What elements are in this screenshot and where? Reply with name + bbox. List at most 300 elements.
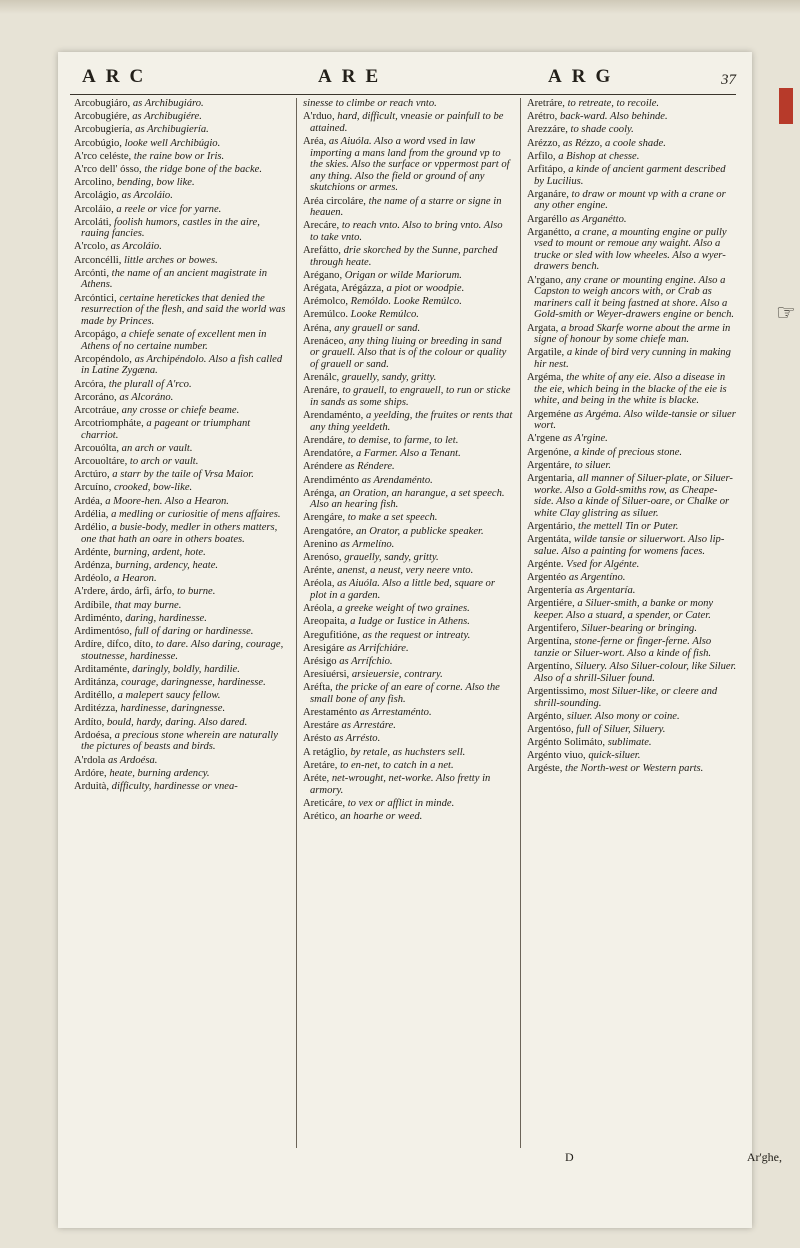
entry-headword: Aretráre, — [527, 98, 565, 109]
entry-definition: Siluery. Also Siluer-colour, like Siluer. Also of a shrill-Siluer found. — [534, 661, 737, 684]
entry-headword: Arcóntici, — [74, 292, 117, 304]
header-left: ARC — [82, 66, 154, 87]
entry-headword: Arcobugiére, — [74, 111, 130, 123]
dictionary-entry — [527, 750, 737, 762]
entry-definition: as Arrífchio. — [339, 655, 393, 667]
dictionary-entry — [74, 573, 288, 585]
entry-definition: as Argentaría. — [574, 585, 636, 597]
entry-definition: by retale, as huchsters sell. — [350, 746, 466, 758]
entry-definition: full of Siluer, Siluery. — [576, 723, 666, 735]
entry-definition: a Siluer-smith, a banke or mony keeper. Also a stuard, a spender, or Cater. — [534, 598, 714, 621]
entry-definition: as Archibugiería. — [135, 124, 209, 136]
dictionary-entry — [303, 372, 513, 384]
entry-definition: bould, hardy, daring. Also dared. — [106, 716, 248, 728]
entry-definition: a Iudge or Iustice in Athens. — [350, 616, 470, 628]
entry-definition: an hoarhe or weed. — [340, 811, 423, 822]
entry-definition: as the request or intreaty. — [362, 629, 471, 641]
dictionary-entry — [527, 636, 737, 659]
entry-definition: siluer. Also mony or coine. — [566, 710, 680, 722]
entry-headword: Arestáre — [303, 720, 339, 732]
entry-headword: Ardimentóso, — [74, 625, 132, 637]
entry-headword: Argentáre, — [527, 459, 572, 471]
entry-definition: as Arcoláio. — [121, 190, 173, 202]
dictionary-entry — [74, 151, 288, 163]
entry-headword: Arecáre, — [303, 220, 340, 232]
catchword: Ar'ghe, — [746, 1150, 782, 1164]
entry-headword: Aréte, — [303, 773, 330, 785]
entry-headword: Argénto Solimáto, — [527, 737, 606, 749]
entry-headword: Aresigáre — [303, 642, 345, 654]
entry-headword: Arenáceo, — [303, 335, 347, 347]
entry-headword: Arenáre, — [303, 385, 340, 397]
entry-definition: Remóldo. Looke Remúlco. — [350, 296, 462, 308]
header-right: ARG — [548, 66, 621, 87]
entry-headword: A'rdola — [74, 754, 106, 766]
entry-definition: to grauell, to engrauell, to run or sticke in sands as some ships. — [310, 385, 511, 408]
dictionary-entry — [74, 560, 288, 572]
column-2 — [296, 98, 513, 1148]
entry-headword: Arcouoltáre, — [74, 456, 128, 468]
entry-definition: heate, burning ardency. — [109, 767, 210, 779]
entry-definition: Looke Remúlco. — [350, 309, 419, 321]
entry-definition: as Rézzo, a coole shade. — [562, 137, 666, 149]
entry-headword: Aréfta, — [303, 682, 333, 694]
entry-definition: as Aiuóla. Also a word vsed in law importing a mans land from the ground vp to the skies. Also the surface or vppermost part of any thing. Also the field or ground of any skutchions or armes. — [310, 135, 510, 194]
entry-definition: the ridge bone of the backe. — [144, 163, 262, 175]
dictionary-entry — [527, 227, 737, 273]
entry-headword: Ardíbile, — [74, 599, 112, 611]
entry-headword: Ardíre, dífco, díto, — [74, 639, 154, 651]
entry-definition: a Moore-hen. Also a Hearon. — [105, 495, 229, 507]
dictionary-entry — [74, 730, 288, 753]
entry-definition: little arches or bowes. — [124, 254, 218, 266]
entry-headword: A'rduo, — [303, 111, 335, 123]
entry-headword: Ardéolo, — [74, 573, 112, 585]
dictionary-entry — [527, 214, 737, 226]
dictionary-entry — [303, 136, 513, 194]
entry-headword: Arenino — [303, 538, 338, 550]
entry-definition: the name of an ancient magistrate in Athens. — [81, 267, 268, 291]
entry-definition: as Archibugiére. — [132, 111, 202, 123]
entry-definition: burning, ardent, hote. — [113, 546, 206, 558]
entry-headword: Arcobugiáro, — [74, 98, 131, 109]
dictionary-entry — [74, 509, 288, 521]
dictionary-entry — [527, 473, 737, 519]
dictionary-entry — [527, 111, 737, 123]
dictionary-entry — [527, 151, 737, 163]
entry-definition: as Archibugiáro. — [132, 98, 204, 109]
entry-definition: as Arrestaménto. — [359, 707, 432, 719]
dictionary-entry — [303, 435, 513, 447]
dictionary-entry — [74, 703, 288, 715]
entry-headword: Arcoráno, — [74, 391, 117, 403]
entry-headword: Areopaita, — [303, 616, 348, 628]
dictionary-entry — [74, 639, 288, 662]
entry-definition: to vex or afflict in minde. — [347, 797, 455, 809]
entry-definition: an arch or vault. — [121, 442, 193, 454]
dictionary-entry — [303, 707, 513, 719]
entry-definition: a busie-body, medler in others matters, one that hath an oare in others boates. — [81, 522, 278, 545]
entry-headword: Ardóre, — [74, 767, 107, 779]
entry-definition: grauelly, sandy, gritty. — [341, 372, 437, 384]
dictionary-entry — [74, 138, 288, 150]
entry-headword: A'rgene — [527, 433, 560, 445]
entry-headword: A'rcolo, — [74, 241, 108, 253]
column-3 — [520, 98, 737, 1148]
entry-headword: A'rco celéste, — [74, 150, 132, 162]
dictionary-entry — [527, 763, 737, 775]
entry-definition: sinesse to climbe or reach vnto. — [303, 98, 437, 109]
dictionary-entry — [527, 372, 737, 407]
entry-headword: Ardoésa, — [74, 729, 112, 741]
entry-headword: Argeméne — [527, 408, 571, 420]
dictionary-entry — [74, 111, 288, 123]
entry-definition: to reach vnto. Also to bring vnto. Also to take vnto. — [310, 220, 503, 243]
entry-headword: Arendaménto, — [303, 410, 364, 422]
entry-headword: Argenóne, — [527, 446, 572, 458]
dictionary-entry — [527, 347, 737, 370]
dictionary-entry — [303, 643, 513, 655]
entry-headword: Ardénza, — [74, 560, 113, 571]
dictionary-entry — [303, 336, 513, 371]
entry-definition: a greeke weight of two graines. — [337, 603, 470, 615]
entry-headword: Aresíuérsi, — [303, 669, 350, 681]
entry-definition: back-ward. Also behinde. — [559, 111, 668, 123]
dictionary-entry — [303, 682, 513, 705]
dictionary-entry — [303, 512, 513, 524]
dictionary-entry — [527, 724, 737, 736]
entry-definition: full of daring or hardinesse. — [134, 625, 254, 637]
dictionary-entry — [303, 578, 513, 601]
entry-definition: to siluer. — [574, 459, 611, 471]
entry-headword: Arcouólta, — [74, 442, 120, 454]
entry-headword: Arcopéndolo, — [74, 353, 132, 365]
entry-definition: a crane, a mounting engine or pully vsed to mount or remoue any waight. Also a trucke or sled with low wheeles. Also a wyer-drawers bench. — [534, 226, 727, 273]
dictionary-entry — [303, 296, 513, 308]
entry-definition: daring, hardinesse. — [125, 612, 207, 624]
entry-headword: Arésigo — [303, 655, 337, 667]
entry-definition: as Arendaménto. — [361, 474, 433, 486]
entry-headword: Aretáre, — [303, 759, 338, 771]
entry-definition: a precious stone wherein are naturally the pictures of beasts and birds. — [81, 729, 278, 753]
entry-definition: crooked, bow-like. — [114, 482, 193, 494]
dictionary-entry — [303, 798, 513, 810]
dictionary-entry — [74, 164, 288, 176]
dictionary-entry — [527, 98, 737, 110]
entry-definition: a reele or vice for yarne. — [116, 203, 222, 215]
entry-headword: Ardiménto, — [74, 612, 123, 624]
entry-definition: as Arrésto. — [333, 733, 381, 745]
dictionary-entry — [527, 409, 737, 432]
dictionary-entry — [527, 534, 737, 557]
entry-headword: Arfitápo, — [527, 163, 566, 175]
entry-headword: A retáglio, — [303, 746, 348, 758]
entry-headword: Aréndere — [303, 461, 343, 473]
dictionary-entry — [527, 661, 737, 684]
entry-definition: most Siluer-like, or cleere and shrill-sounding. — [534, 685, 718, 709]
dictionary-entry — [303, 811, 513, 823]
entry-definition: drie skorched by the Sunne, parched through heate. — [310, 245, 498, 268]
dictionary-entry — [527, 164, 737, 187]
bookmark-tab — [779, 88, 793, 124]
dictionary-entry — [527, 138, 737, 150]
entry-definition: as Aiuóla. Also a little bed, square or plot in a garden. — [310, 578, 495, 601]
dictionary-entry — [303, 410, 513, 433]
dictionary-entry — [303, 539, 513, 551]
entry-headword: Arganétto, — [527, 226, 572, 238]
entry-headword: Arético, — [303, 811, 338, 822]
entry-headword: Argatile, — [527, 347, 565, 359]
entry-headword: Arcuíno, — [74, 482, 112, 494]
entry-definition: anenst, a neust, very neere vnto. — [337, 565, 474, 577]
entry-headword: Arénte, — [303, 565, 335, 577]
entry-headword: Ardíto, — [74, 716, 105, 728]
entry-definition: as Arrestáre. — [341, 720, 396, 732]
entry-headword: Argentifero, — [527, 623, 579, 635]
entry-definition: an Oration, an harangue, a set speech. Also an hearing fish. — [310, 487, 505, 511]
entry-headword: Arcopágo, — [74, 329, 119, 340]
entry-definition: to en-net, to catch in a net. — [340, 759, 454, 771]
entry-headword: Arcoláti, — [74, 216, 112, 228]
entry-definition: Siluer-bearing or bringing. — [581, 623, 697, 635]
entry-headword: Arditánza, — [74, 677, 119, 689]
dictionary-entry — [74, 418, 288, 441]
dictionary-entry — [74, 755, 288, 767]
dictionary-entry — [74, 717, 288, 729]
dictionary-entry — [74, 664, 288, 676]
dictionary-entry — [74, 768, 288, 780]
entry-definition: hard, difficult, vneasie or painfull to be attained. — [310, 111, 504, 134]
pointing-hand-icon: ☞ — [776, 300, 796, 325]
entry-definition: the pricke of an eare of corne. Also the small bone of any fish. — [310, 682, 500, 705]
dictionary-entry — [303, 283, 513, 295]
entry-definition: foolish humors, castles in the aire, rauing fancies. — [81, 216, 260, 240]
dictionary-entry — [303, 669, 513, 681]
dictionary-entry — [74, 626, 288, 638]
entry-headword: Arcotráue, — [74, 404, 119, 416]
dictionary-entry — [527, 433, 737, 445]
entry-headword: Argentissimo, — [527, 685, 587, 697]
entry-definition: a medling or curiositie of mens affaires. — [111, 508, 281, 520]
entry-headword: Aréola, — [303, 578, 335, 590]
dictionary-entry — [303, 323, 513, 335]
dictionary-entry — [74, 781, 288, 793]
dictionary-entry — [527, 585, 737, 597]
dictionary-entry — [303, 747, 513, 759]
entry-headword: Arenálc, — [303, 372, 340, 384]
dictionary-entry — [74, 268, 288, 291]
entry-definition: certaine heretickes that denied the resurrection of the flesh, and said the world was made by Princes. — [81, 292, 286, 327]
entry-definition: bending, bow like. — [116, 177, 195, 189]
entry-headword: Argentína, — [527, 636, 572, 648]
dictionary-entry — [303, 565, 513, 577]
entry-headword: Argentaria, — [527, 472, 575, 484]
entry-headword: Arduità, — [74, 781, 110, 792]
entry-headword: Arcoláio, — [74, 203, 114, 215]
entry-definition: to arch or vault. — [129, 456, 199, 468]
entry-definition: that may burne. — [114, 599, 182, 611]
dictionary-entry — [303, 773, 513, 796]
dictionary-entry — [74, 496, 288, 508]
entry-definition: all manner of Siluer-plate, or Siluer-worke. Also a Gold-smiths row, as Cheape-side. Also a kinde of Siluer-oare, or Chalke or white Clay glistring as siluer. — [534, 472, 733, 519]
dictionary-entry — [74, 329, 288, 352]
entry-definition: as Argéma. Also wilde-tansie or siluer wort. — [534, 408, 736, 432]
dictionary-entry — [74, 241, 288, 253]
header-middle: ARE — [318, 66, 389, 87]
entry-definition: as Archipéndolo. Also a fish called in Latine Zygæna. — [81, 353, 283, 377]
entry-headword: Arengáre, — [303, 512, 346, 524]
entry-definition: Vsed for Algénte. — [566, 558, 640, 570]
dictionary-entry — [74, 217, 288, 240]
entry-definition: looke well Archibúgio. — [124, 137, 221, 149]
entry-definition: the raine bow or Iris. — [133, 150, 225, 162]
dictionary-entry — [303, 733, 513, 745]
signature-mark: D — [565, 1150, 574, 1164]
entry-definition: a Farmer. Also a Tenant. — [355, 448, 461, 460]
entry-definition: as A'rgine. — [562, 433, 608, 445]
dictionary-entry — [527, 598, 737, 621]
entry-definition: a Bishop at chesse. — [558, 150, 640, 162]
entry-definition: to dare. Also daring, courage, stoutnesse, hardinesse. — [81, 639, 284, 662]
entry-definition: any grauell or sand. — [334, 322, 421, 334]
entry-headword: Aremúlco. — [303, 309, 349, 321]
entry-headword: Arfilo, — [527, 150, 556, 162]
entry-headword: Arengatóre, — [303, 525, 354, 537]
dictionary-entry — [527, 323, 737, 346]
dictionary-entry — [527, 124, 737, 136]
entry-headword: Argentéo — [527, 572, 567, 584]
entry-headword: Arditézza, — [74, 703, 118, 715]
dictionary-entry — [303, 630, 513, 642]
entry-definition: a pageant or triumphant charriot. — [81, 418, 251, 441]
dictionary-entry — [303, 488, 513, 511]
entry-headword: Ardénte, — [74, 546, 111, 558]
entry-definition: as Arganétto. — [570, 213, 627, 225]
entry-definition: a malepert saucy fellow. — [117, 690, 221, 702]
dictionary-entry — [303, 475, 513, 487]
entry-headword: Arégano, — [303, 269, 343, 281]
entry-definition: any crane or mounting engine. Also a Capston to weigh ancors with, or Crab as mariners call it being fastned at shore. Also a Gold-smith or Weyer-drawers engine or bench. — [534, 274, 735, 321]
dictionary-entry — [303, 270, 513, 282]
entry-headword: Argentóso, — [527, 723, 574, 735]
dictionary-entry — [527, 572, 737, 584]
entry-definition: a Hearon. — [114, 573, 157, 585]
running-header — [70, 66, 740, 92]
dictionary-entry — [303, 760, 513, 772]
entry-definition: to demise, to farme, to let. — [347, 434, 459, 446]
dictionary-entry — [74, 547, 288, 559]
entry-definition: to draw or mount vp with a crane or any other engine. — [534, 188, 726, 212]
dictionary-entry — [527, 189, 737, 212]
dictionary-entry — [527, 460, 737, 472]
entry-headword: Arcóra, — [74, 378, 107, 390]
entry-definition: a yeelding, the fruites or rents that any thing yeeldeth. — [310, 410, 513, 433]
entry-headword: Arenóso, — [303, 552, 342, 564]
dictionary-entry — [74, 190, 288, 202]
entry-definition: a starr by the taile of Vrsa Maior. — [112, 469, 254, 481]
entry-headword: A'rco dell' ósso, — [74, 163, 142, 175]
entry-definition: as Arrifchiáre. — [346, 642, 409, 654]
entry-headword: Aregufitióne, — [303, 629, 360, 641]
dictionary-entry — [74, 522, 288, 545]
dictionary-entry — [303, 526, 513, 538]
entry-definition: quick-siluer. — [588, 750, 641, 762]
entry-headword: Argata, — [527, 322, 559, 334]
entry-headword: Argentería — [527, 585, 573, 597]
entry-headword: Arefátto, — [303, 245, 341, 257]
dictionary-entry — [527, 275, 737, 321]
entry-headword: Arémolco, — [303, 296, 349, 308]
dictionary-entry — [303, 616, 513, 628]
dictionary-entry — [74, 354, 288, 377]
dictionary-entry — [303, 98, 513, 110]
dictionary-entry — [74, 690, 288, 702]
entry-headword: Argéste, — [527, 763, 563, 775]
entry-headword: Argentário, — [527, 520, 576, 532]
entry-definition: burning, ardency, heate. — [115, 560, 219, 571]
entry-definition: stone-ferne or finger-ferne. Also tanzie or Siluer-wort. Also a kinde of fish. — [534, 636, 712, 659]
dictionary-entry — [74, 469, 288, 481]
dictionary-entry — [527, 711, 737, 723]
entry-definition: a kinde of bird very cunning in making hir nest. — [534, 347, 731, 370]
dictionary-entry — [303, 448, 513, 460]
dictionary-entry — [527, 737, 737, 749]
entry-headword: Arestaménto — [303, 707, 358, 719]
dictionary-entry — [527, 559, 737, 571]
entry-headword: Argentáta, — [527, 534, 572, 546]
entry-definition: sublimate. — [607, 737, 652, 749]
entry-headword: Ardélia, — [74, 508, 109, 520]
entry-definition: daringly, boldly, hardilie. — [132, 663, 240, 675]
entry-definition: as Armelíno. — [340, 538, 395, 550]
entry-headword: Arendiménto — [303, 474, 359, 486]
entry-definition: a chiefe senate of excellent men in Athens of no certaine number. — [81, 329, 267, 352]
entry-headword: Arconcélli, — [74, 254, 122, 266]
entry-headword: Argéma, — [527, 372, 564, 384]
entry-definition: courage, daringnesse, hardinesse. — [121, 677, 266, 689]
entry-headword: Arcolágio, — [74, 190, 120, 202]
entry-definition: grauelly, sandy, gritty. — [344, 552, 439, 564]
entry-definition: as Argentíno. — [568, 572, 626, 584]
entry-headword: Arezzáre, — [527, 124, 568, 136]
entry-headword: Areticáre, — [303, 797, 346, 809]
entry-definition: the North-west or Western parts. — [565, 763, 704, 775]
entry-definition: as Réndere. — [345, 461, 395, 473]
entry-headword: Arcónti, — [74, 267, 110, 279]
entry-definition: the mettell Tin or Puter. — [578, 520, 679, 532]
dictionary-entry — [303, 196, 513, 219]
entry-headword: Arésto — [303, 733, 332, 745]
entry-headword: Arcolino, — [74, 177, 115, 189]
dictionary-entry — [527, 521, 737, 533]
entry-definition: to retreate, to recoile. — [567, 98, 660, 109]
dictionary-entry — [303, 245, 513, 268]
page-number: 37 — [721, 72, 736, 88]
entry-headword: A'rgano, — [527, 274, 564, 286]
entry-definition: a piot or woodpie. — [386, 283, 465, 295]
dictionary-entry — [303, 309, 513, 321]
dictionary-entry — [74, 379, 288, 391]
entry-headword: Ardéa, — [74, 495, 103, 507]
dictionary-entry — [74, 98, 288, 110]
dictionary-entry — [74, 613, 288, 625]
entry-definition: as Ardoésa. — [107, 754, 158, 766]
entry-headword: Ardélio, — [74, 522, 110, 534]
entry-definition: to burne. — [177, 586, 216, 598]
entry-definition: an Orator, a publicke speaker. — [355, 525, 484, 537]
entry-definition: as Arcoláio. — [110, 241, 162, 253]
entry-headword: Arditéllo, — [74, 690, 115, 702]
